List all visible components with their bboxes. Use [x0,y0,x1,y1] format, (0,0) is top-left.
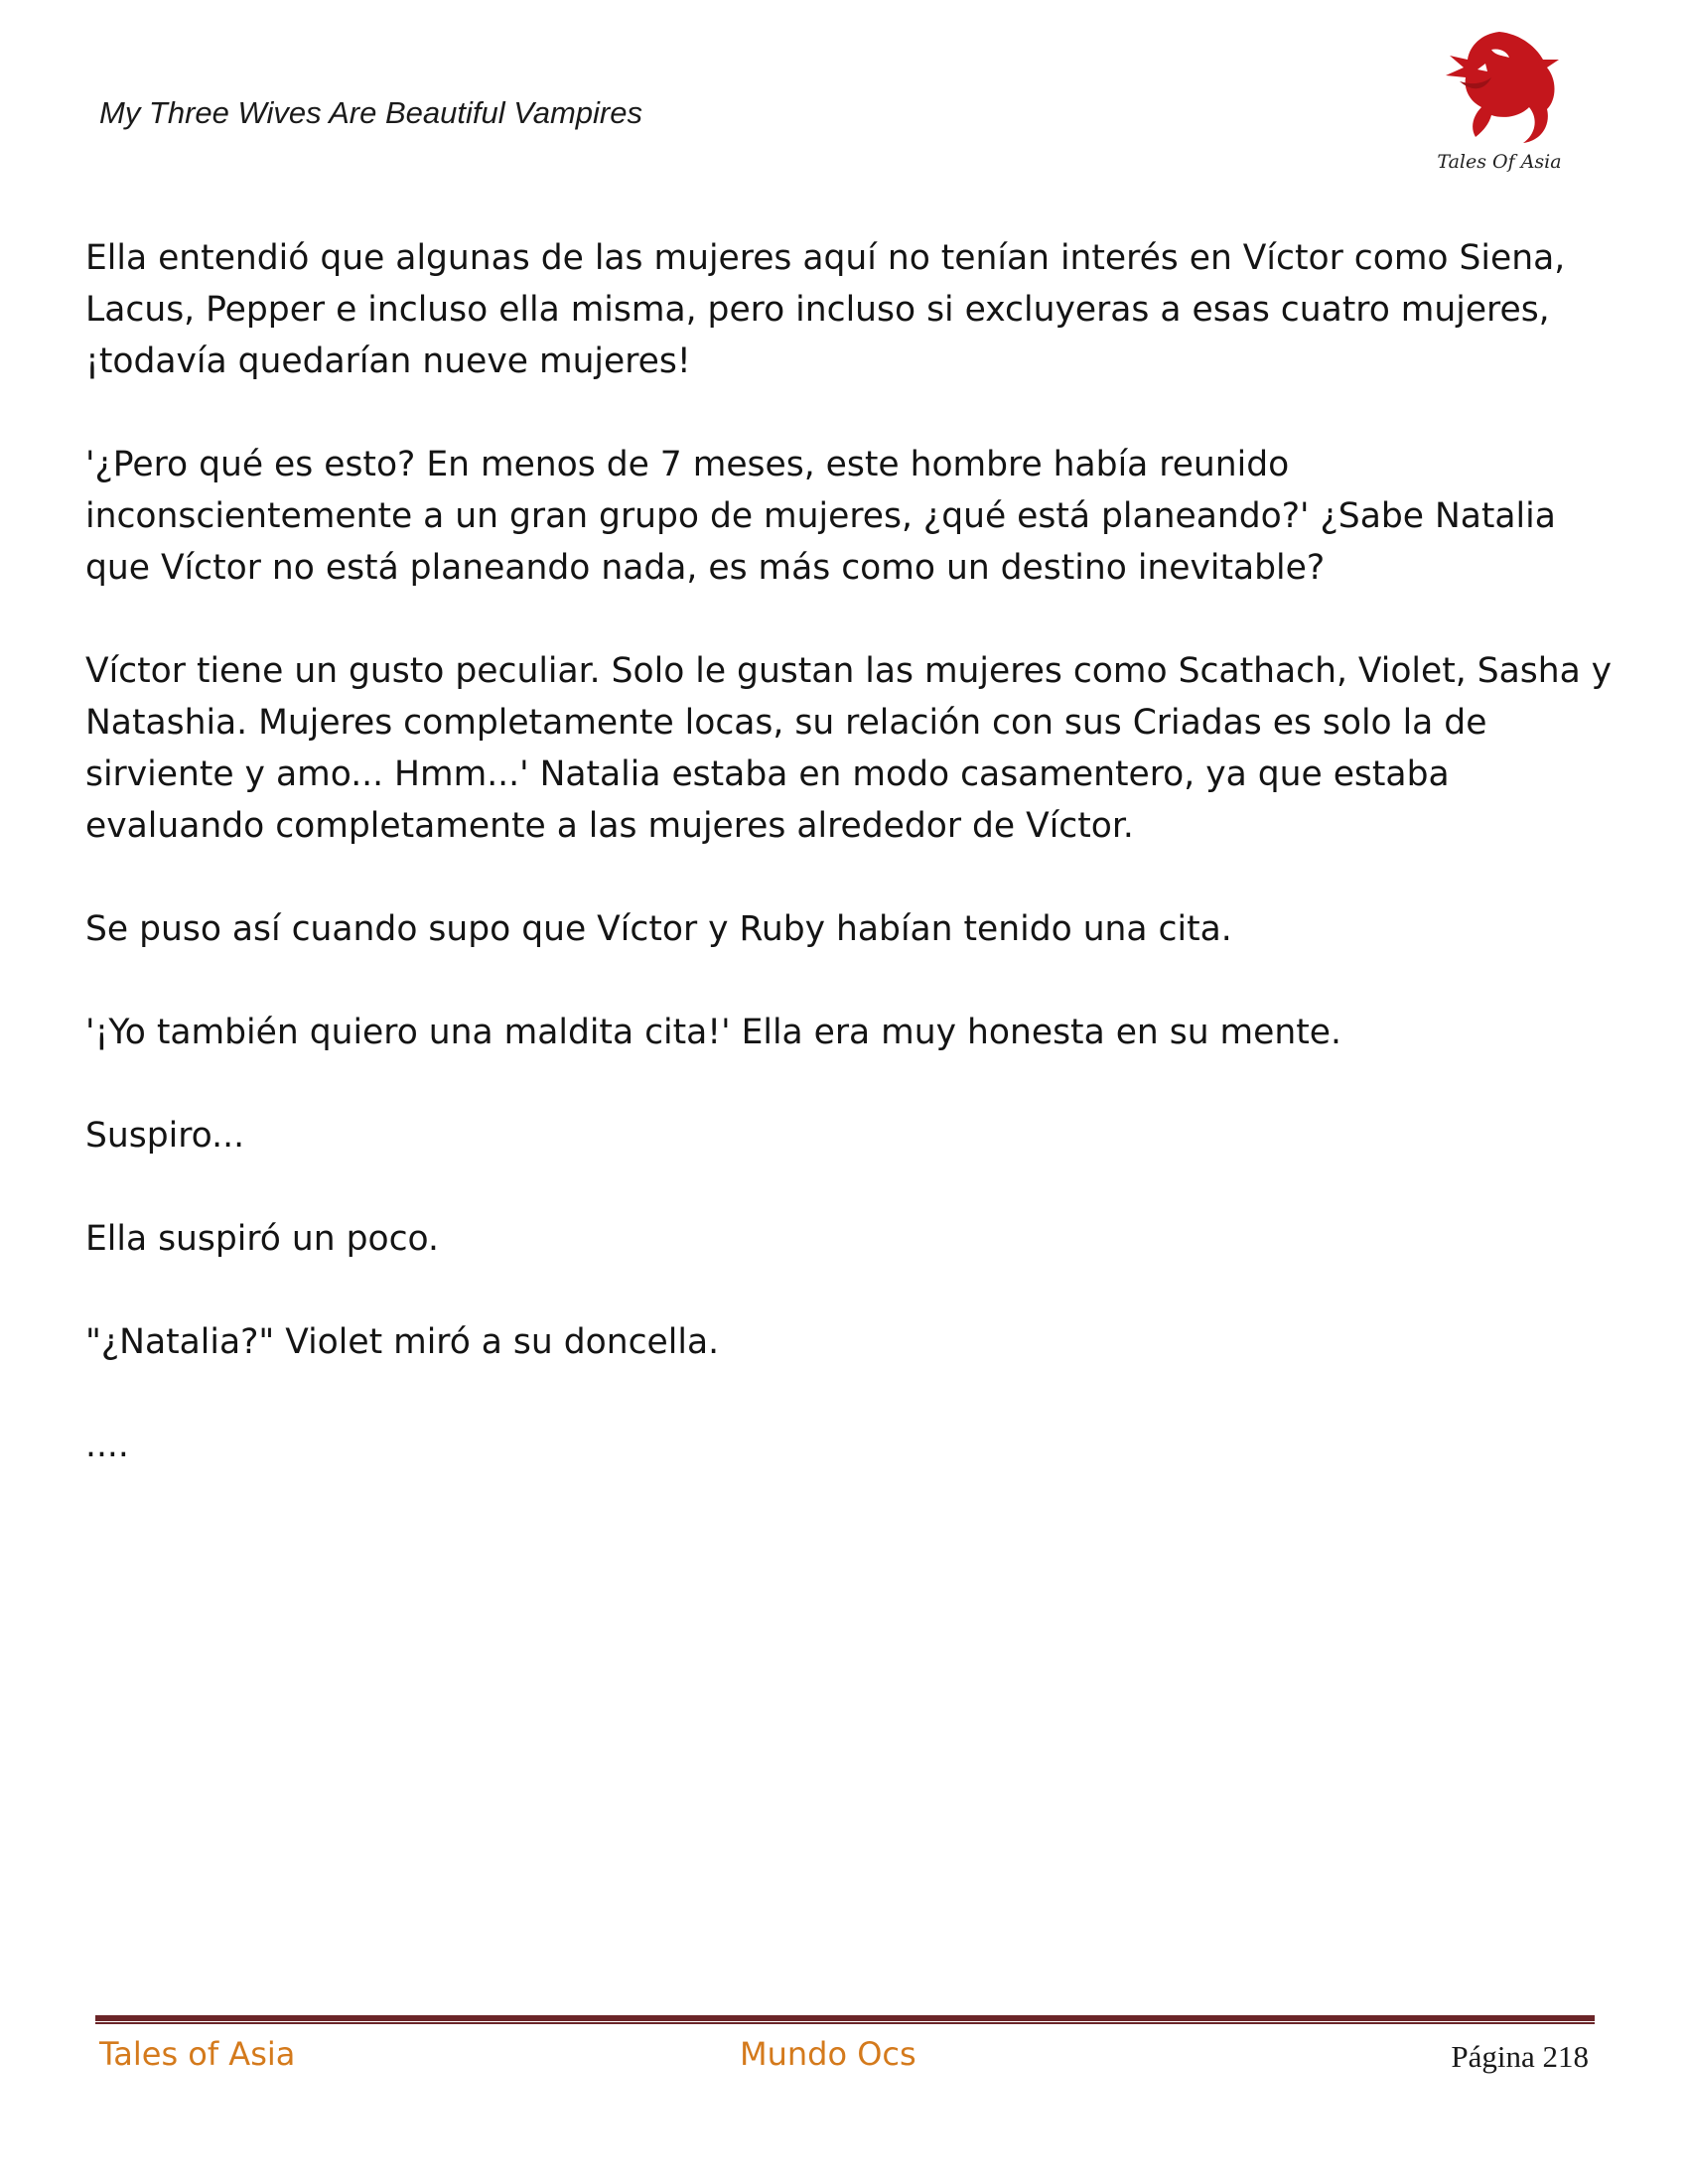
paragraph: "¿Natalia?" Violet miró a su doncella. [85,1322,720,1362]
paragraph: '¡Yo también quiero una maldita cita!' Ella era muy honesta en su mente. [85,1013,1341,1052]
paragraph: Se puso así cuando supo que Víctor y Ruby habían tenido una cita. [85,909,1232,949]
chapter-body [85,232,1615,1523]
footer-section: Mundo Ocs [740,2035,916,2073]
page-number: Página 218 [1451,2039,1589,2074]
paragraph: Víctor tiene un gusto peculiar. Solo le gustan las mujeres como Scathach, Violet, Sasha y Natashia. Mujeres completamente locas, su relación con sus Criadas es solo la de sirviente y amo... Hmm...' Natalia estaba en modo casamentero, ya que estaba evaluando completamente a las mujeres alrededor de Víctor. [85,651,1613,846]
footer-divider [95,2015,1595,2024]
red-dragon-icon [1430,20,1569,154]
paragraph: Suspiro... [85,1116,245,1156]
tales-of-asia-logo [1430,20,1569,179]
paragraph: Ella suspiró un poco. [85,1219,440,1259]
footer-site-name: Tales of Asia [99,2035,296,2073]
paragraph: .... [85,1426,129,1465]
logo-text: Tales Of Asia [1437,151,1562,173]
book-title: My Three Wives Are Beautiful Vampires [99,95,642,130]
paragraph: Ella entendió que algunas de las mujeres aquí no tenían interés en Víctor como Siena, Lacus, Pepper e incluso ella misma, pero incluso si excluyeras a esas cuatro mujeres, ¡todavía quedarían nueve mujeres! [85,238,1566,381]
paragraph: '¿Pero qué es esto? En menos de 7 meses, este hombre había reunido inconscientemente a un gran grupo de mujeres, ¿qué está planeando?' ¿Sabe Natalia que Víctor no está planeando nada, es más como un destino inevitable? [85,445,1556,588]
